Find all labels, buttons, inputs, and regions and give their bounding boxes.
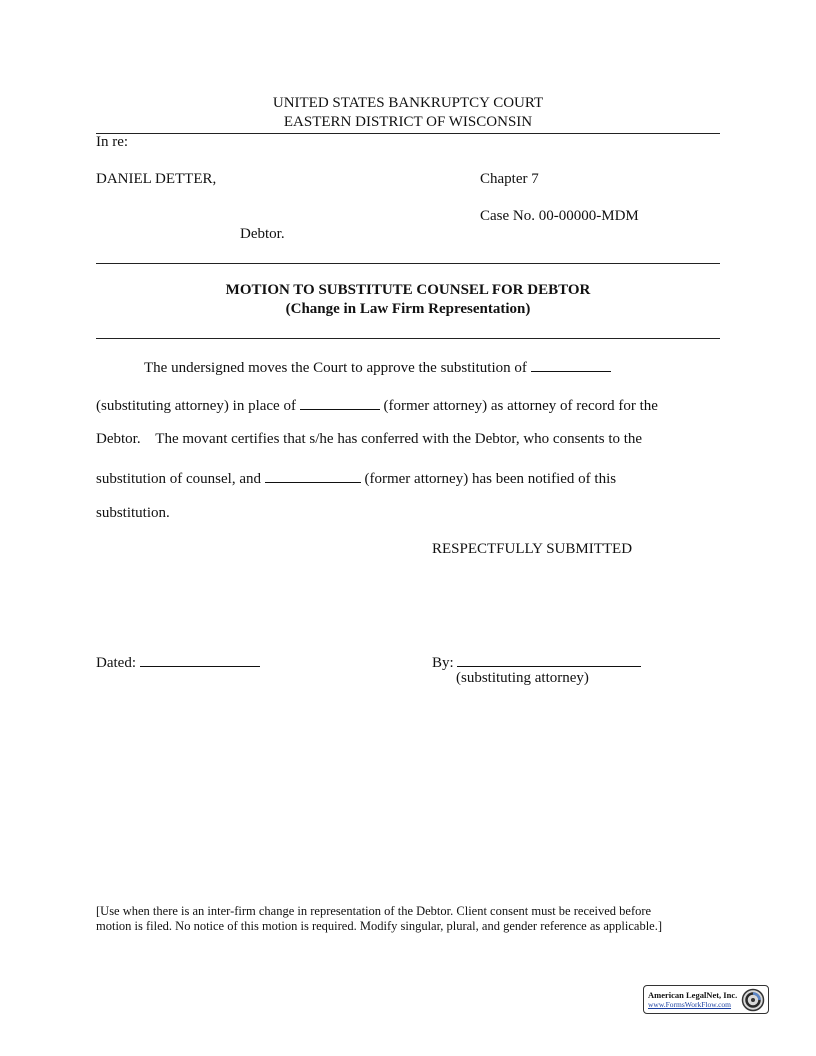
- body-line-4b-text: (former attorney) has been notified of this: [364, 471, 617, 487]
- motion-subtitle: (Change in Law Firm Representation): [285, 301, 531, 317]
- former-attorney-blank-1: [300, 395, 380, 410]
- publisher-logo: [643, 985, 769, 1014]
- dated-label: Dated:: [96, 655, 136, 671]
- header-rule: [96, 133, 720, 134]
- body-line-4: [96, 468, 616, 488]
- by-label: By:: [432, 655, 454, 671]
- chapter-label: Chapter 7: [480, 171, 539, 187]
- signature-blank: [457, 652, 641, 667]
- caption-rule: [96, 263, 720, 264]
- body-line-2: [96, 395, 658, 415]
- publisher-globe-icon: [741, 988, 765, 1012]
- usage-note-line-1: [Use when there is an inter-firm change in representation of the Debtor. Client consent must be received before: [96, 904, 652, 918]
- body-line-1: [144, 357, 611, 377]
- former-attorney-blank-2: [265, 468, 361, 483]
- substituting-attorney-blank: [531, 357, 611, 372]
- usage-note-line-2: motion is filed. No notice of this motion is required. Modify singular, plural, and gender reference as applicable.]: [96, 919, 663, 933]
- dated-blank: [140, 652, 260, 667]
- body-line-2a-text: (substituting attorney) in place of: [96, 398, 296, 414]
- court-name: UNITED STATES BANKRUPTCY COURT: [272, 95, 544, 111]
- respectfully-submitted: RESPECTFULLY SUBMITTED: [432, 541, 633, 557]
- case-number: Case No. 00-00000-MDM: [480, 208, 639, 224]
- body-line-1-text: The undersigned moves the Court to approve the substitution of: [144, 360, 527, 376]
- body-line-4a-text: substitution of counsel, and: [96, 471, 261, 487]
- publisher-url: www.FormsWorkFlow.com: [648, 1000, 732, 1009]
- body-line-2b-text: (former attorney) as attorney of record for the: [383, 398, 658, 414]
- debtor-label: Debtor.: [240, 226, 285, 242]
- by-caption: (substituting attorney): [456, 670, 589, 686]
- body-line-5: substitution.: [96, 505, 170, 521]
- by-field: [432, 652, 641, 672]
- debtor-name: DANIEL DETTER,: [96, 171, 217, 187]
- dated-field: [96, 652, 260, 672]
- title-rule: [96, 338, 720, 339]
- body-line-3: Debtor. The movant certifies that s/he has conferred with the Debtor, who consents to the: [96, 431, 643, 447]
- motion-title: MOTION TO SUBSTITUTE COUNSEL FOR DEBTOR: [225, 282, 591, 298]
- in-re-label: In re:: [96, 134, 129, 150]
- court-district: EASTERN DISTRICT OF WISCONSIN: [283, 114, 533, 130]
- publisher-name: American LegalNet, Inc.: [648, 990, 738, 1000]
